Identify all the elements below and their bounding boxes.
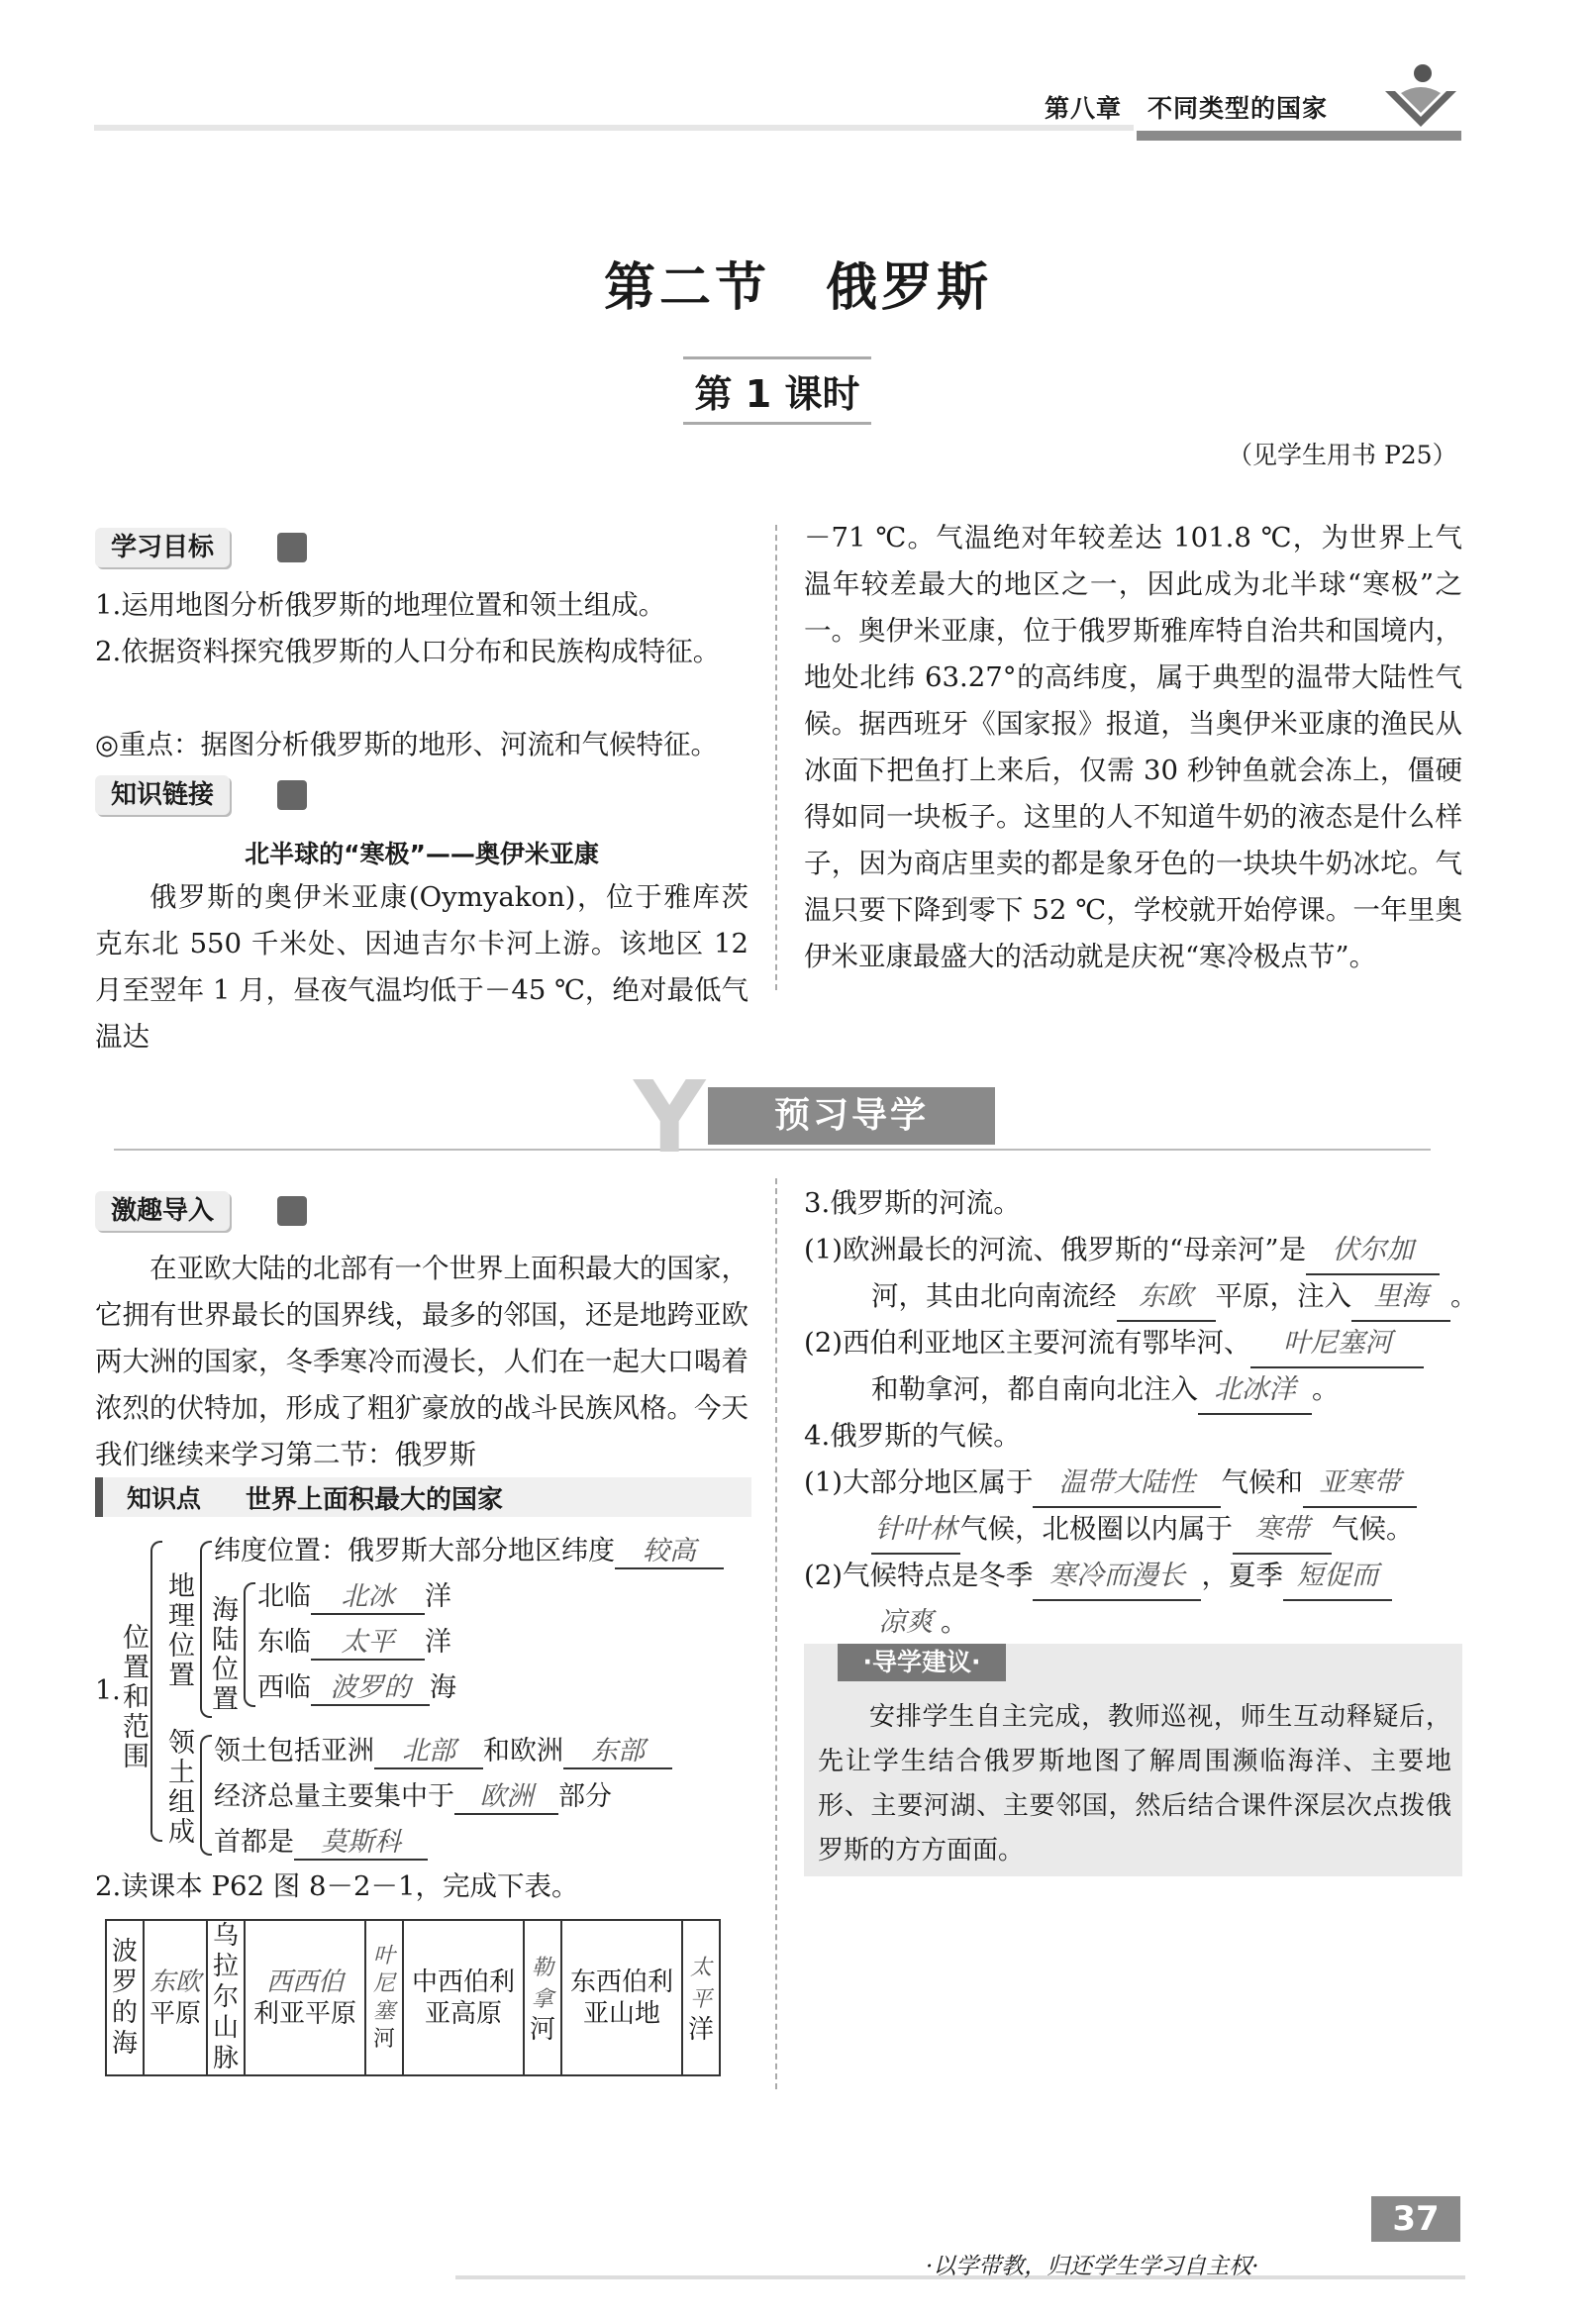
knowledge-link-para1-cont: －71 ℃。气温绝对年较差达 101.8 ℃，为世界上气温年较差最大的地区之一，因此成为北半球“寒极”之一。	[804, 522, 1462, 647]
territory-asia-answer: 北部	[374, 1729, 483, 1769]
cell-ural: 乌拉尔山脉	[207, 1920, 245, 2075]
intro-tag: 激趣导入	[95, 1191, 230, 1231]
cell-west-siberia-ans: 西西伯	[245, 1920, 365, 1998]
q3-siberia-river-answer: 叶尼塞河	[1250, 1320, 1424, 1368]
q4-summer-answer-cont: 凉爽	[871, 1599, 941, 1648]
banner-rule	[114, 1149, 1431, 1151]
bracket-sea	[244, 1582, 255, 1707]
question-3-title: 3.俄罗斯的河流。	[804, 1187, 1021, 1219]
latitude-line: 纬度位置：俄罗斯大部分地区纬度 较高	[214, 1529, 724, 1569]
sea-land-label: 海陆位置	[212, 1595, 239, 1715]
cell-lena: 勒拿 河	[524, 1920, 561, 2075]
q4-line-1: (1)大部分地区属于 温带大陆性 气候和 亚寒带	[804, 1460, 1462, 1508]
q3-line-4: 和勒拿河，都自南向北注入 北冰洋 。	[871, 1366, 1340, 1415]
cell-east-europe-ans: 东欧	[144, 1920, 207, 1998]
chapter-title: 第八章 不同类型的国家	[1045, 94, 1329, 123]
bracket-geo	[200, 1541, 212, 1718]
west-answer: 波罗的	[311, 1665, 430, 1706]
knowledge-link-tag: 知识链接	[95, 775, 230, 815]
capital-answer: 莫斯科	[294, 1820, 428, 1861]
q3-line-3: (2)西伯利亚地区主要河流有鄂毕河、 叶尼塞河	[804, 1320, 1462, 1368]
footer-slogan: ·以学带教，归还学生学习自主权·	[926, 2254, 1259, 2279]
q4-polar-answer: 寒带	[1233, 1506, 1332, 1555]
banner-letter-decoration: Y	[634, 1059, 706, 1175]
west-line: 西临 波罗的 海	[257, 1665, 456, 1706]
q4-summer-answer: 短促而	[1283, 1553, 1392, 1601]
north-answer: 北冰	[311, 1574, 425, 1615]
intro-text: 在亚欧大陆的北部有一个世界上面积最大的国家，它拥有世界最长的国界线，最多的邻国，还是地跨亚欧两大洲的国家，冬季寒冷而漫长，人们在一起大口喝着浓烈的伏特加，形成了粗犷豪放的战斗民族风格。今天我们继续来学习第二节：俄罗斯	[95, 1253, 748, 1470]
q4-line-3: (2)气候特点是冬季 寒冷而漫长 ，夏季 短促而	[804, 1553, 1462, 1601]
north-line: 北临 北冰 洋	[257, 1574, 451, 1615]
cell-central-siberia-2: 亚高原	[403, 1998, 524, 2076]
bracket-main	[150, 1541, 162, 1842]
bracket-territory	[200, 1735, 212, 1856]
q3-plain-answer: 东欧	[1117, 1273, 1216, 1322]
west-east-transect-table	[105, 1919, 721, 2076]
knowledge-link-para2: 奥伊米亚康，位于俄罗斯雅库特自治共和国境内，地处北纬 63.27°的高纬度，属于典型的温带大陆性气候。据西班牙《国家报》报道，当奥伊米亚康的渔民从冰面下把鱼打上来后，仅需 30 秒钟鱼就会冻上，僵硬得如同一块板子。这里的人不知道牛奶的液态是什么样子，因为商店里卖的都是象牙色的一块块牛奶冰坨。气温只要下降到零下 52 ℃，学校就开始停课。一年里奥伊米亚康最盛大的活动就是庆祝“寒冷极点节”。	[804, 615, 1462, 972]
study-goal-2: 2.依据资料探究俄罗斯的人口分布和民族构成特征。	[95, 636, 721, 667]
cell-plain-1: 平原	[144, 1998, 207, 2076]
territory-europe-answer: 东部	[563, 1729, 672, 1769]
study-goals-tag: 学习目标	[95, 528, 230, 567]
column-divider	[775, 525, 777, 990]
page-number: 37	[1371, 2196, 1460, 2242]
latitude-answer: 较高	[615, 1529, 724, 1569]
arrow-icon	[277, 533, 307, 562]
section-banner: 预习导学	[708, 1087, 995, 1145]
cell-west-siberia-2: 利亚平原	[245, 1998, 365, 2076]
q4-climate-answer-1: 温带大陆性	[1033, 1460, 1221, 1508]
cell-yenisei: 叶尼塞 河	[365, 1920, 403, 2075]
study-goal-key: ◎重点：据图分析俄罗斯的地形、河流和气候特征。	[95, 729, 718, 760]
knowledge-point-label: 知识点	[127, 1484, 202, 1513]
cell-east-siberia-2: 亚山地	[561, 1998, 682, 2076]
q3-sea-answer: 里海	[1351, 1273, 1450, 1322]
q3-mother-river-answer: 伏尔加	[1306, 1227, 1440, 1275]
arrow-icon	[277, 780, 307, 810]
q4-climate-answer-2: 亚寒带	[1303, 1460, 1417, 1508]
capital-line: 首都是 莫斯科	[214, 1820, 428, 1861]
q4-line-4: 凉爽 。	[871, 1599, 968, 1648]
cell-east-siberia-1: 东西伯利	[561, 1920, 682, 1998]
reference-note: （见学生用书 P25）	[1228, 441, 1457, 469]
position-range-label: 位置和范围	[123, 1623, 150, 1772]
territory-label: 领土组成	[168, 1728, 195, 1848]
page-title: 第二节 俄罗斯	[603, 257, 992, 318]
reader-logo-icon	[1381, 61, 1460, 136]
q4-climate-answer-3: 针叶林	[871, 1506, 960, 1555]
q4-winter-answer: 寒冷而漫长	[1033, 1553, 1201, 1601]
east-answer: 太平	[311, 1620, 425, 1661]
knowledge-point-title: 世界上面积最大的国家	[246, 1485, 504, 1515]
cell-baltic: 波罗的海	[106, 1920, 144, 2075]
knowledge-link-heading: 北半球的“寒极”——奥伊米亚康	[245, 840, 599, 868]
header-rule	[94, 125, 1134, 131]
territory-line: 领土包括亚洲 北部 和欧洲 东部	[214, 1729, 672, 1769]
q3-line-1: (1)欧洲最长的河流、俄罗斯的“母亲河”是 伏尔加	[804, 1227, 1462, 1275]
study-goal-1: 1.运用地图分析俄罗斯的地理位置和领土组成。	[95, 589, 666, 621]
question-4-title: 4.俄罗斯的气候。	[804, 1420, 1021, 1452]
q4-line-2: 针叶林 气候，北极圈以内属于 寒带 气候。	[871, 1506, 1414, 1555]
question-2-text: 2.读课本 P62 图 8－2－1，完成下表。	[95, 1870, 579, 1902]
knowledge-link-para1: 俄罗斯的奥伊米亚康(Oymyakon)，位于雅库茨克东北 550 千米处、因迪吉尔卡河上游。该地区 12 月至翌年 1 月，昼夜气温均低于－45 ℃，绝对最低气温达	[95, 881, 748, 1053]
column-divider	[775, 1178, 777, 2089]
advice-tag: ·导学建议·	[838, 1644, 1006, 1681]
geo-position-label: 地理位置	[168, 1571, 195, 1691]
economy-line: 经济总量主要集中于 欧洲 部分	[214, 1774, 612, 1815]
advice-text: 安排学生自主完成，教师巡视，师生互动释疑后，先让学生结合俄罗斯地图了解周围濒临海洋、主要地形、主要河湖、主要邻国，然后结合课件深层次点拨俄罗斯的方方面面。	[818, 1702, 1451, 1866]
economy-answer: 欧洲	[454, 1774, 558, 1815]
q3-line-2: 河，其由北向南流经 东欧 平原，注入 里海 。	[871, 1273, 1478, 1322]
cell-pacific: 太平 洋	[682, 1920, 720, 2075]
cell-central-siberia-1: 中西伯利	[403, 1920, 524, 1998]
lesson-title: 第 1 课时	[683, 356, 871, 425]
arrow-icon	[277, 1196, 307, 1226]
question-1-label: 1.	[95, 1675, 121, 1706]
q3-ocean-answer: 北冰洋	[1198, 1366, 1312, 1415]
east-line: 东临 太平 洋	[257, 1620, 451, 1661]
